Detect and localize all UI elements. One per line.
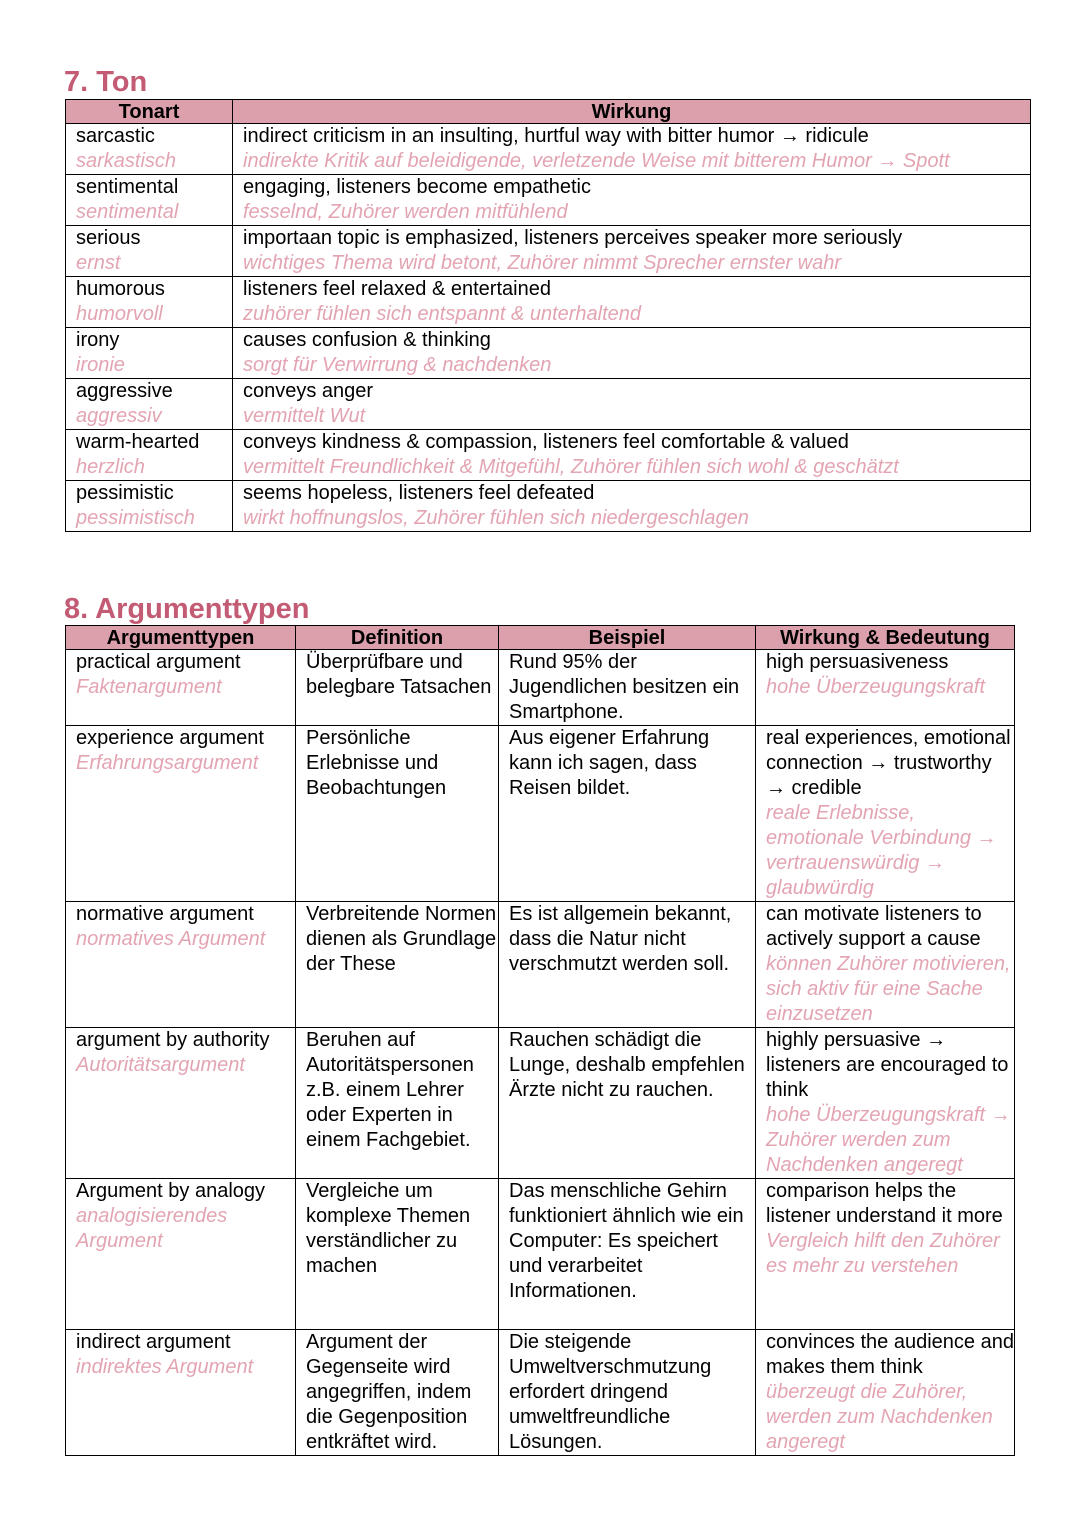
argument-definition-cell <box>296 1179 499 1330</box>
tone-name-de: pessimistisch <box>76 507 195 529</box>
argument-definition: Verbreitende Normen dienen als Grundlage der These <box>306 903 497 975</box>
argument-row <box>66 902 1015 1028</box>
argument-effect-de: hohe Überzeugungskraft → Zuhörer werden zum Nachdenken angeregt <box>766 1104 1011 1176</box>
argument-effect-cell <box>756 1028 1015 1179</box>
tone-name-en: sentimental <box>76 176 179 198</box>
tone-effect-en: conveys kindness & compassion, listeners feel comfortable & valued <box>243 431 849 453</box>
argument-type-en: indirect argument <box>76 1331 231 1353</box>
argument-example: Die steigende Umweltverschmutzung erfordert dringend umweltfreundliche Lösungen. <box>509 1331 712 1453</box>
tone-row <box>66 124 1031 175</box>
argument-example-cell <box>499 726 756 902</box>
argument-effect-en: highly persuasive → listeners are encouraged to think <box>766 1029 1009 1101</box>
argument-type-de: Faktenargument <box>76 676 222 698</box>
header-wirkung: Wirkung <box>233 100 1031 124</box>
argument-effect-en: real experiences, emotional connection → trustworthy → credible <box>766 727 1011 799</box>
argument-type-en: experience argument <box>76 727 264 749</box>
tone-effect-de: vermittelt Wut <box>243 405 366 427</box>
section-7-title: 7. Ton <box>64 66 148 98</box>
argument-definition-cell <box>296 1028 499 1179</box>
argument-definition: Persönliche Erlebnisse und Beobachtungen <box>306 727 447 799</box>
argument-effect-cell <box>756 1330 1015 1456</box>
argument-example-cell <box>499 1028 756 1179</box>
argument-table-header-row <box>66 626 1015 650</box>
argument-effect-cell <box>756 726 1015 902</box>
argument-effect-de: hohe Überzeugungskraft <box>766 676 986 698</box>
argument-type-de: indirektes Argument <box>76 1356 254 1378</box>
tone-effect-en: seems hopeless, listeners feel defeated <box>243 482 595 504</box>
argument-effect-de: überzeugt die Zuhörer, werden zum Nachdenken angeregt <box>766 1381 993 1453</box>
header-beispiel: Beispiel <box>499 626 756 650</box>
argument-row <box>66 1179 1015 1330</box>
tone-effect-en: importaan topic is emphasized, listeners perceives speaker more seriously <box>243 227 903 249</box>
argument-type-de: normatives Argument <box>76 928 266 950</box>
tone-row <box>66 379 1031 430</box>
tone-cell <box>66 277 233 328</box>
argument-effect-de: reale Erlebnisse, emotionale Verbindung → vertrauenswürdig → glaubwürdig <box>766 802 997 899</box>
argument-table <box>65 625 1015 1456</box>
argument-row <box>66 650 1015 726</box>
tone-effect-de: fesselnd, Zuhörer werden mitfühlend <box>243 201 568 223</box>
argument-example-cell <box>499 650 756 726</box>
tone-effect-cell <box>233 328 1031 379</box>
argument-type-en: argument by authority <box>76 1029 270 1051</box>
tone-effect-de: zuhörer fühlen sich entspannt & unterhaltend <box>243 303 642 325</box>
argument-type-cell <box>66 902 296 1028</box>
tone-row <box>66 277 1031 328</box>
argument-example-cell <box>499 1330 756 1456</box>
tone-effect-de: vermittelt Freundlichkeit & Mitgefühl, Zuhörer fühlen sich wohl & geschätzt <box>243 456 899 478</box>
argument-definition: Argument der Gegenseite wird angegriffen, indem die Gegenposition entkräftet wird. <box>306 1331 472 1453</box>
tone-cell <box>66 328 233 379</box>
tone-name-de: ernst <box>76 252 121 274</box>
tone-name-en: warm-hearted <box>76 431 200 453</box>
tone-effect-de: indirekte Kritik auf beleidigende, verletzende Weise mit bitterem Humor → Spott <box>243 150 950 172</box>
tone-name-en: serious <box>76 227 141 249</box>
tone-cell <box>66 481 233 532</box>
argument-row <box>66 1330 1015 1456</box>
tone-cell <box>66 430 233 481</box>
tone-cell <box>66 379 233 430</box>
argument-effect-de: Vergleich hilft den Zuhörer es mehr zu verstehen <box>766 1230 1000 1277</box>
tone-effect-en: causes confusion & thinking <box>243 329 491 351</box>
argument-example-cell <box>499 1179 756 1330</box>
argument-effect-en: convinces the audience and makes them think <box>766 1331 1014 1378</box>
tone-cell <box>66 175 233 226</box>
tone-name-en: irony <box>76 329 120 351</box>
header-argumenttypen: Argumenttypen <box>66 626 296 650</box>
tone-effect-cell <box>233 277 1031 328</box>
argument-definition: Beruhen auf Autoritätspersonen z.B. einem Lehrer oder Experten in einem Fachgebiet. <box>306 1029 474 1151</box>
tone-effect-en: indirect criticism in an insulting, hurtful way with bitter humor → ridicule <box>243 125 869 147</box>
argument-example: Das menschliche Gehirn funktioniert ähnlich wie ein Computer: Es speichert und verarbeitet Informationen. <box>509 1180 744 1302</box>
argument-example: Rund 95% der Jugendlichen besitzen ein Smartphone. <box>509 651 740 723</box>
tone-effect-en: engaging, listeners become empathetic <box>243 176 591 198</box>
tone-name-de: aggressiv <box>76 405 162 427</box>
argument-definition-cell <box>296 1330 499 1456</box>
tone-name-de: sentimental <box>76 201 179 223</box>
argument-type-de: analogisierendes Argument <box>76 1205 228 1252</box>
argument-row <box>66 726 1015 902</box>
argument-type-en: practical argument <box>76 651 241 673</box>
argument-type-en: Argument by analogy <box>76 1180 266 1202</box>
argument-type-cell <box>66 1179 296 1330</box>
argument-type-de: Erfahrungsargument <box>76 752 259 774</box>
tone-cell <box>66 226 233 277</box>
tone-table-header-row <box>66 100 1031 124</box>
argument-definition-cell <box>296 650 499 726</box>
tone-effect-en: listeners feel relaxed & entertained <box>243 278 551 300</box>
tone-name-en: humorous <box>76 278 165 300</box>
tone-effect-de: wirkt hoffnungslos, Zuhörer fühlen sich niedergeschlagen <box>243 507 749 529</box>
header-wirkung-bedeutung: Wirkung & Bedeutung <box>756 626 1015 650</box>
tone-effect-de: sorgt für Verwirrung & nachdenken <box>243 354 552 376</box>
argument-type-en: normative argument <box>76 903 254 925</box>
tone-effect-de: wichtiges Thema wird betont, Zuhörer nimmt Sprecher ernster wahr <box>243 252 842 274</box>
argument-effect-en: can motivate listeners to actively support a cause <box>766 903 982 950</box>
section-8-title: 8. Argumenttypen <box>64 593 310 625</box>
argument-example-cell <box>499 902 756 1028</box>
argument-effect-cell <box>756 902 1015 1028</box>
argument-definition-cell <box>296 726 499 902</box>
tone-row <box>66 226 1031 277</box>
tone-row <box>66 430 1031 481</box>
argument-effect-de: können Zuhörer motivieren, sich aktiv für eine Sache einzusetzen <box>766 953 1011 1025</box>
argument-effect-cell <box>756 1179 1015 1330</box>
argument-type-cell <box>66 726 296 902</box>
tone-effect-cell <box>233 124 1031 175</box>
header-tonart: Tonart <box>66 100 233 124</box>
tone-effect-cell <box>233 481 1031 532</box>
tone-effect-cell <box>233 226 1031 277</box>
argument-example: Rauchen schädigt die Lunge, deshalb empfehlen Ärzte nicht zu rauchen. <box>509 1029 745 1101</box>
argument-row <box>66 1028 1015 1179</box>
argument-definition-cell <box>296 902 499 1028</box>
tone-row <box>66 175 1031 226</box>
argument-effect-cell <box>756 650 1015 726</box>
tone-name-en: sarcastic <box>76 125 155 147</box>
tone-name-de: ironie <box>76 354 125 376</box>
tone-name-de: humorvoll <box>76 303 163 325</box>
argument-effect-en: comparison helps the listener understand it more <box>766 1180 1003 1227</box>
tone-name-de: herzlich <box>76 456 145 478</box>
argument-type-de: Autoritätsargument <box>76 1054 245 1076</box>
tone-table <box>65 99 1031 532</box>
argument-effect-en: high persuasiveness <box>766 651 949 673</box>
argument-type-cell <box>66 1330 296 1456</box>
tone-effect-cell <box>233 175 1031 226</box>
tone-effect-en: conveys anger <box>243 380 374 402</box>
tone-row <box>66 481 1031 532</box>
argument-example: Aus eigener Erfahrung kann ich sagen, dass Reisen bildet. <box>509 727 710 799</box>
argument-definition: Vergleiche um komplexe Themen verständlicher zu machen <box>306 1180 471 1277</box>
header-definition: Definition <box>296 626 499 650</box>
tone-cell <box>66 124 233 175</box>
tone-name-en: aggressive <box>76 380 173 402</box>
argument-definition: Überprüfbare und belegbare Tatsachen <box>306 651 492 698</box>
tone-effect-cell <box>233 379 1031 430</box>
argument-example: Es ist allgemein bekannt, dass die Natur nicht verschmutzt werden soll. <box>509 903 732 975</box>
tone-row <box>66 328 1031 379</box>
argument-type-cell <box>66 650 296 726</box>
tone-effect-cell <box>233 430 1031 481</box>
tone-name-en: pessimistic <box>76 482 174 504</box>
argument-type-cell <box>66 1028 296 1179</box>
tone-name-de: sarkastisch <box>76 150 177 172</box>
